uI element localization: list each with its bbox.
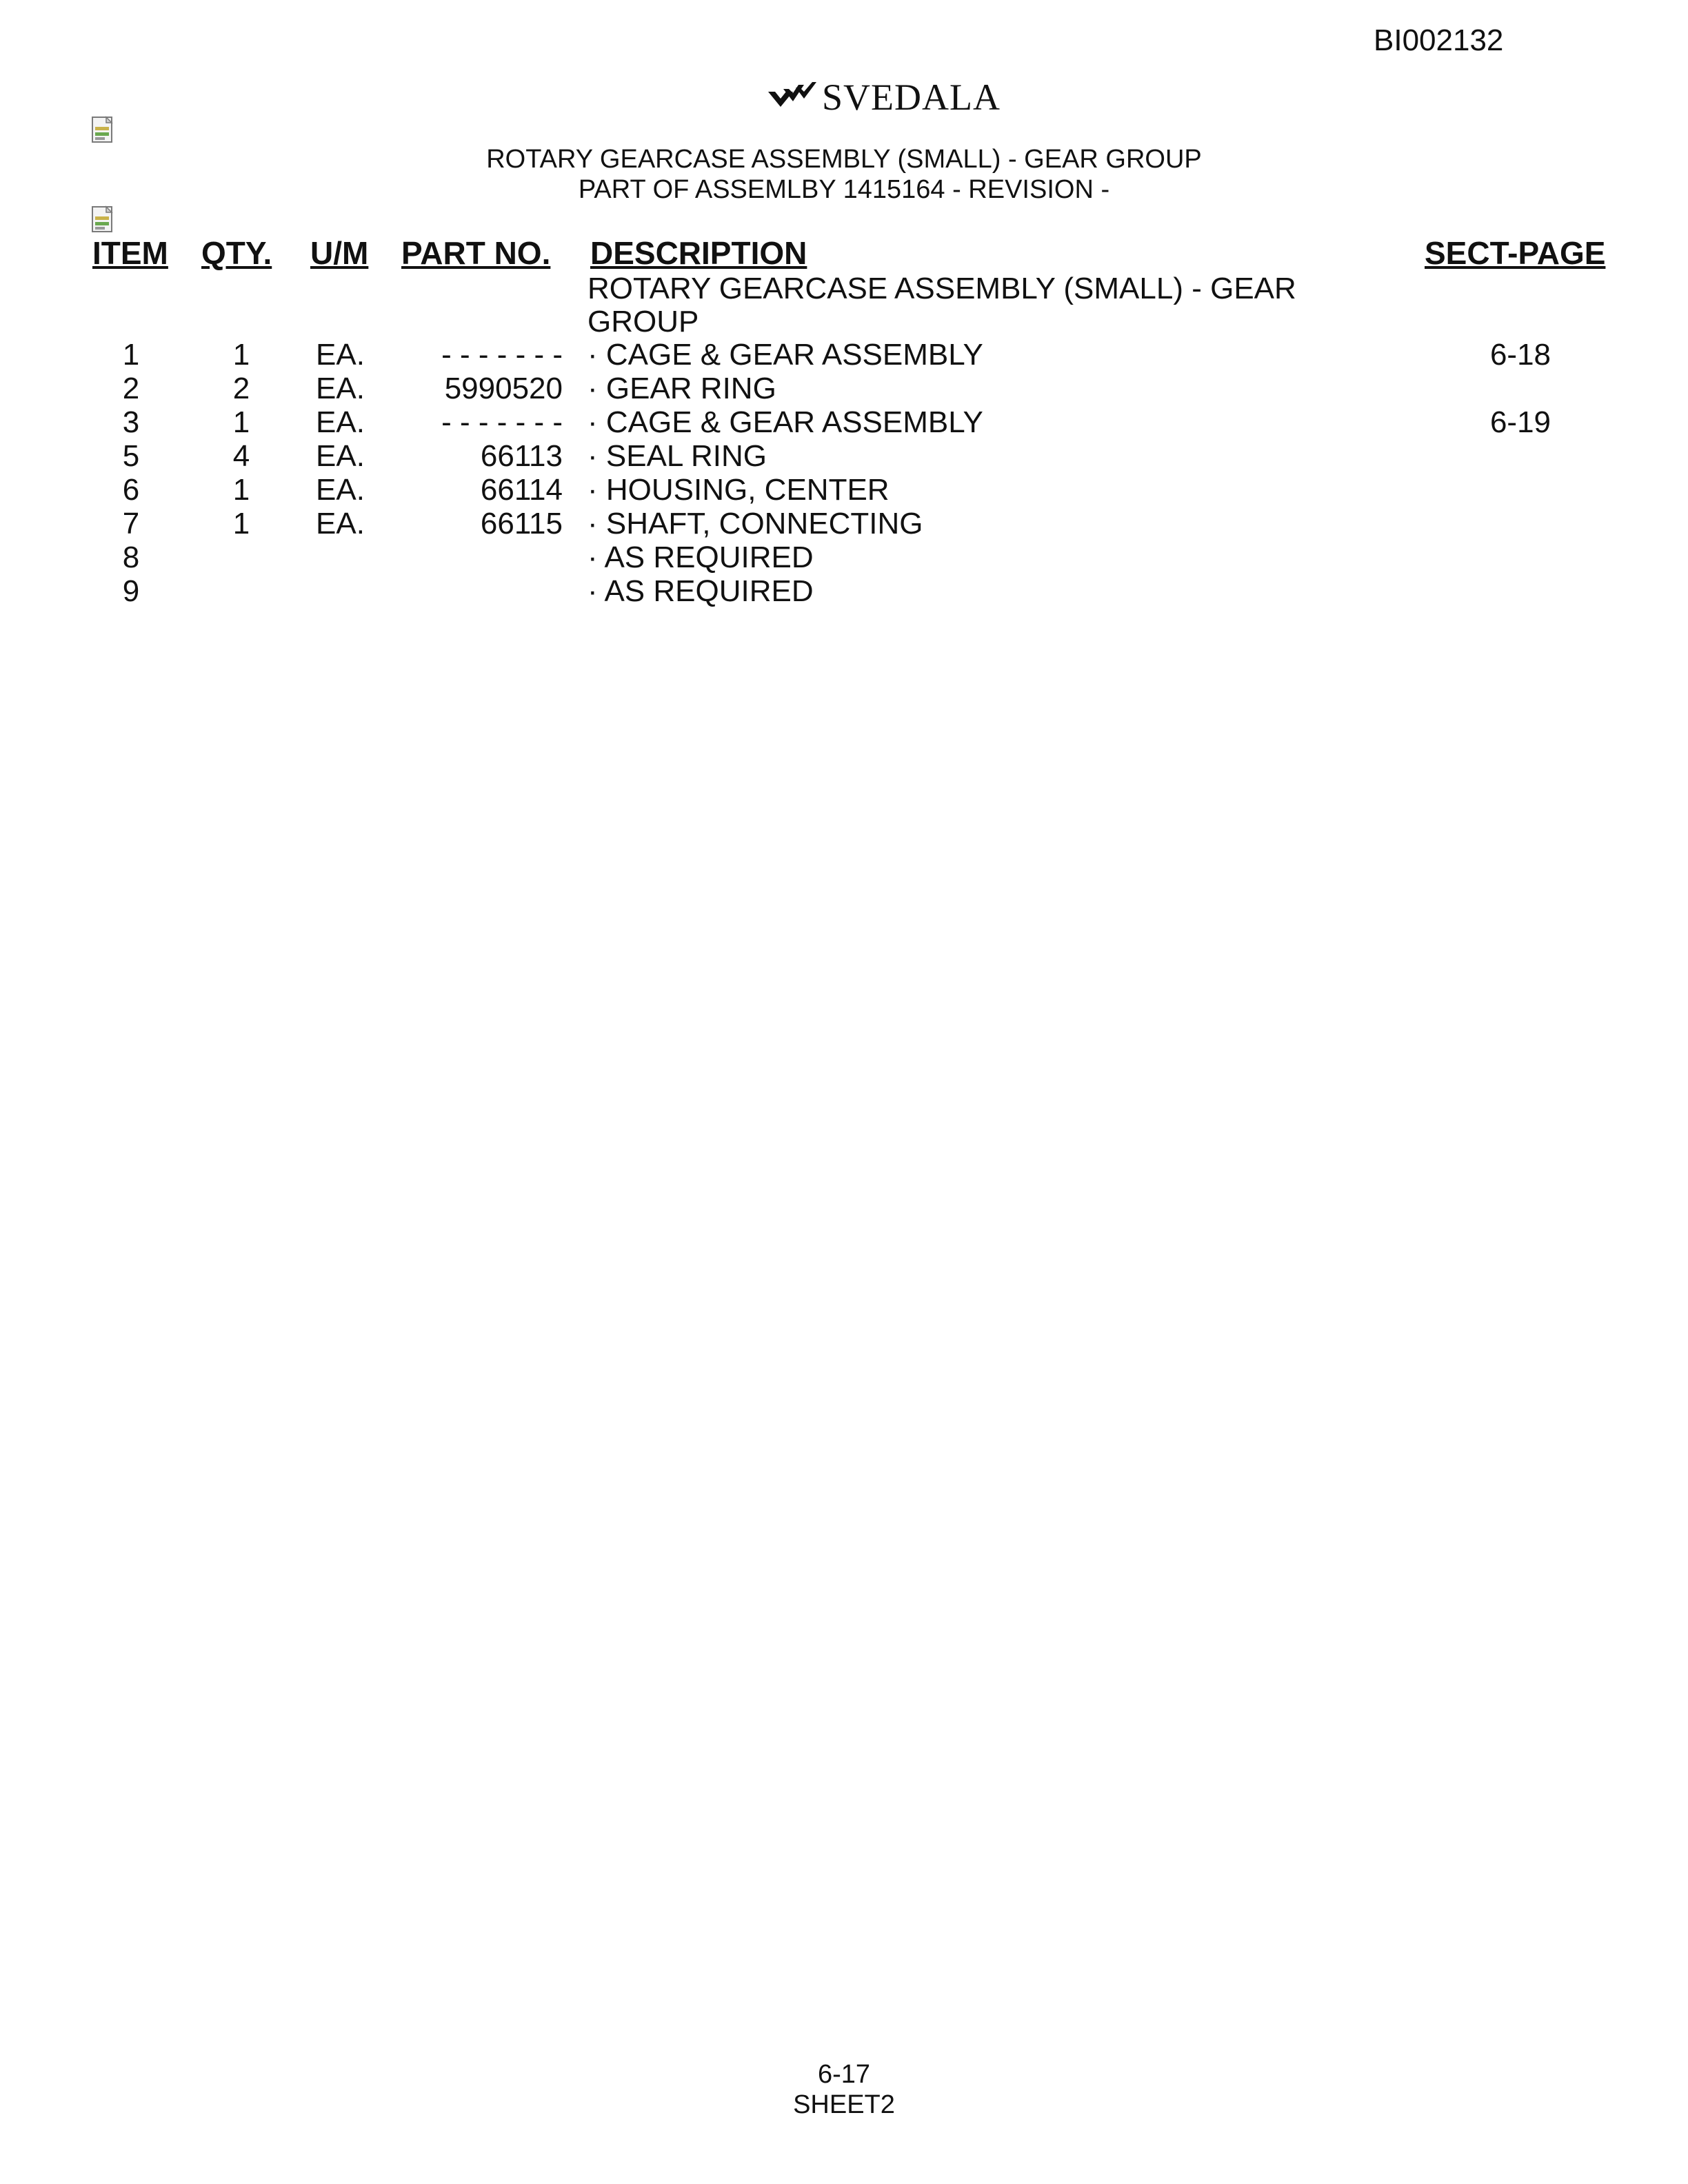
table-row (0, 439, 1688, 472)
assembly-row (0, 305, 1688, 338)
item-number: 9 (122, 574, 140, 608)
part-number: 66114 (480, 473, 563, 507)
document-id: BI002132 (1374, 23, 1504, 57)
unit-of-measure: EA. (316, 507, 365, 540)
table-row (0, 372, 1688, 405)
document-icon[interactable] (91, 116, 116, 143)
part-number: 66115 (480, 507, 563, 540)
svedala-logo-mark (765, 79, 819, 115)
table-row (0, 405, 1688, 438)
header-description: DESCRIPTION (590, 235, 807, 271)
item-number: 3 (122, 405, 140, 439)
header-sect-page: SECT-PAGE (1425, 235, 1606, 271)
table-row (0, 540, 1688, 574)
description: · SEAL RING (587, 439, 767, 473)
item-number: 7 (122, 507, 140, 540)
logo-text: SVEDALA (822, 77, 1001, 118)
description: · AS REQUIRED (587, 540, 814, 574)
table-row (0, 338, 1688, 371)
description: · SHAFT, CONNECTING (587, 507, 923, 540)
header-part-no: PART NO. (401, 235, 551, 271)
table-row (0, 507, 1688, 540)
header-item: ITEM (92, 235, 168, 271)
quantity: 4 (232, 439, 250, 473)
description: · AS REQUIRED (587, 574, 814, 608)
unit-of-measure: EA. (316, 439, 365, 473)
page-subtitle: PART OF ASSEMLBY 1415164 - REVISION - (578, 175, 1110, 204)
quantity: 1 (232, 473, 250, 507)
quantity: 1 (232, 338, 250, 372)
part-number: - - - - - - - (441, 338, 563, 372)
description: · CAGE & GEAR ASSEMBLY (587, 338, 983, 372)
unit-of-measure: EA. (316, 372, 365, 405)
header-qty: QTY. (201, 235, 272, 271)
sect-page[interactable]: 6-18 (1489, 338, 1551, 372)
quantity: 1 (232, 507, 250, 540)
table-row (0, 574, 1688, 607)
part-number: - - - - - - - (441, 405, 563, 439)
quantity: 1 (232, 405, 250, 439)
item-number: 2 (122, 372, 140, 405)
description: · CAGE & GEAR ASSEMBLY (587, 405, 983, 439)
page-number: 6-17 (817, 2060, 871, 2089)
assembly-description: GROUP (587, 305, 699, 338)
assembly-row (0, 272, 1688, 305)
assembly-description: ROTARY GEARCASE ASSEMBLY (SMALL) - GEAR (587, 272, 1296, 305)
document-icon[interactable] (91, 205, 116, 233)
part-number: 66113 (480, 439, 563, 473)
unit-of-measure: EA. (316, 405, 365, 439)
item-number: 1 (122, 338, 140, 372)
svedala-logo (765, 76, 1001, 119)
item-number: 6 (122, 473, 140, 507)
sheet-label: SHEET2 (793, 2090, 895, 2119)
description: · HOUSING, CENTER (587, 473, 890, 507)
sect-page[interactable]: 6-19 (1489, 405, 1551, 439)
unit-of-measure: EA. (316, 338, 365, 372)
table-row (0, 473, 1688, 506)
unit-of-measure: EA. (316, 473, 365, 507)
header-um: U/M (310, 235, 369, 271)
quantity: 2 (232, 372, 250, 405)
item-number: 8 (122, 540, 140, 574)
description: · GEAR RING (587, 372, 776, 405)
part-number: 5990520 (444, 372, 563, 405)
item-number: 5 (122, 439, 140, 473)
page-title: ROTARY GEARCASE ASSEMBLY (SMALL) - GEAR GROUP (486, 145, 1202, 174)
